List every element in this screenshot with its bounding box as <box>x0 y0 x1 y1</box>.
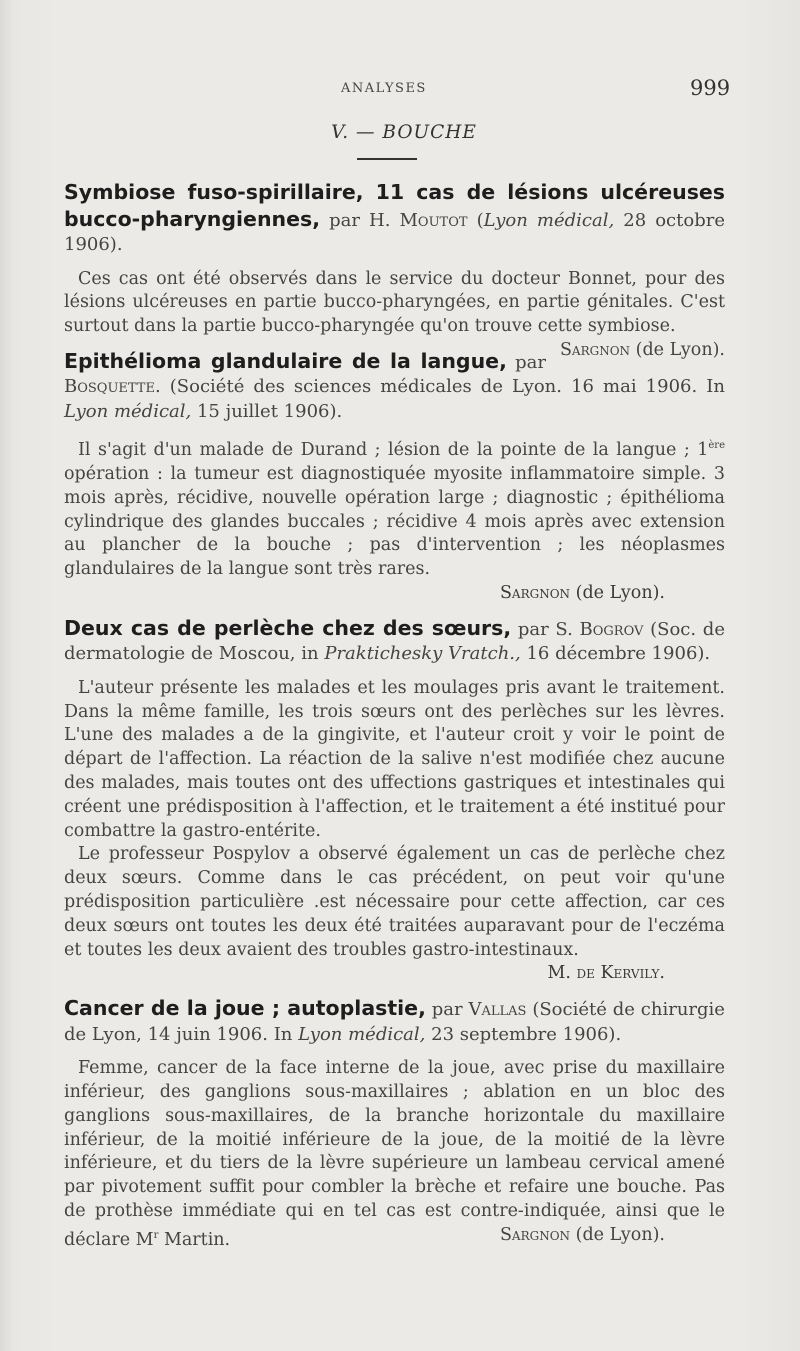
entry-source: (Soc. de dermatologie de Moscou, in <box>64 618 725 665</box>
ordinal-superscript: ère <box>708 440 725 452</box>
entry-journal: Lyon médical, <box>483 209 615 231</box>
entry-heading <box>64 996 725 1047</box>
entry-symbiose <box>64 180 725 360</box>
signature-name: Sargnon <box>499 583 571 603</box>
entry-source: (Société de chirurgie de Lyon, 14 juin 1906. In <box>64 999 725 1045</box>
entry-heading <box>64 180 725 258</box>
entry-par: par S. <box>517 618 573 640</box>
entry-author: Moutot <box>399 209 468 231</box>
entry-paragraph-text: Femme, cancer de la face interne de la joue, avec prise du maxillaire inférieur, des ganglions sous-maxillaires ; ablation en un bloc des ganglions sous-maxillaires, de la branche horizontale du maxillaire inférieur, de la moitié inférieure de la joue, de la moitié de la lèvre inférieure, et du tiers de la lèvre supérieure un lambeau cervical amené par pivotement suffit pour combler la brèche et refaire une bouche. Pas de prothèse immédiate qui en tel cas est contre-indiquée, ainsi que le déclare M <box>64 1058 725 1250</box>
entry-perleche <box>64 616 725 986</box>
section-rule <box>357 158 417 160</box>
entry-title: Epithélioma glandulaire de la langue, <box>64 348 507 373</box>
entry-journal: Praktichesky Vratch., <box>324 643 521 665</box>
title-superscript: r <box>153 1229 159 1241</box>
signature-place: (de Lyon). <box>635 339 725 360</box>
entry-paragraph-text-cont: Martin. <box>158 1229 231 1250</box>
entry-journal: Lyon médical, <box>64 400 192 422</box>
signature-name: Sargnon <box>499 1224 571 1245</box>
running-title: ANALYSES <box>341 81 427 96</box>
entry-date: 15 juillet 1906). <box>196 400 343 422</box>
signature-place: (de Lyon). <box>575 1224 665 1245</box>
article-column <box>64 180 725 1262</box>
entry-par: par <box>431 999 463 1021</box>
entry-title: Deux cas de perlèche chez des sœurs, <box>64 615 512 640</box>
entry-title: Symbiose fuso-spirillaire, 11 cas de lésions ulcéreuses bucco-pharyngiennes, <box>64 180 725 231</box>
signature-name: Sargnon <box>559 339 631 360</box>
entry-signature <box>64 962 725 986</box>
entry-paragraph <box>64 268 725 360</box>
entry-source: (Société des sciences médicales de Lyon. 16 mai 1906. In <box>169 376 725 398</box>
entry-signature <box>64 582 725 606</box>
signature-name: M. de Kervily. <box>547 963 665 984</box>
page-number: 999 <box>690 76 731 100</box>
page-header <box>0 76 800 102</box>
entry-cancer-joue <box>64 996 725 1252</box>
entry-paragraph <box>64 434 725 582</box>
entry-date: 16 décembre 1906). <box>526 643 711 665</box>
entry-author: Vallas <box>468 999 527 1021</box>
entry-open-paren: ( <box>476 209 484 231</box>
entry-paragraph <box>64 1057 725 1252</box>
entry-epithelioma <box>64 349 725 606</box>
entry-paragraph-text-cont: opération : la tumeur est diagnostiquée myosite inflammatoire simple. 3 mois après, récidive, nouvelle opération large ; diagnostic ; épithélioma cylindrique des glandes buccales ; récidive 4 mois après avec extension au plancher de la bouche ; pas d'intervention ; les néoplasmes glandulaires de la langue sont très rares. <box>64 464 725 580</box>
entry-heading <box>64 616 725 667</box>
entry-paragraph: Le professeur Pospylov a observé également un cas de perlèche chez deux sœurs. Comme dans le cas précédent, on peut voir qu'une prédisposition particulière .est nécessaire pour cette affection, car ces deux sœurs ont toutes les deux été traitées auparavant pour de l'eczéma et toutes les deux avaient des troubles gastro-intestinaux. <box>64 844 725 960</box>
entry-par: par H. <box>329 209 391 231</box>
entry-paragraph-text: Il s'agit d'un malade de Durand ; lésion de la pointe de la langue ; 1 <box>78 440 709 461</box>
entry-paragraph: L'auteur présente les malades et les moulages pris avant le traitement. Dans la même famille, les trois sœurs ont des perlèches sur les lèvres. L'une des malades a de la gingivite, et l'auteur croit y voir le point de départ de l'affection. La réaction de la salive n'est modifiée chez aucune des malades, mais toutes ont des uffections gastriques et intestinales qui créent une prédisposition à l'affection, et le traitement a été institué pour combattre la gastro-entérite. <box>64 677 725 841</box>
entry-author: Bogrov <box>579 618 644 640</box>
entry-title: Cancer de la joue ; autoplastie, <box>64 996 426 1021</box>
entry-date: 28 octobre 1906). <box>64 209 725 255</box>
entry-par: par <box>515 351 546 373</box>
entry-journal: Lyon médical, <box>298 1023 426 1045</box>
entry-signature <box>546 339 725 363</box>
entry-author: Bosquette. <box>64 376 161 398</box>
signature-place: (de Lyon). <box>575 583 665 603</box>
entry-signature <box>486 1224 665 1248</box>
entry-paragraph-text: Ces cas ont été observés dans le service du docteur Bonnet, pour des lésions ulcéreuses en partie bucco-pharyngées, en partie génitales. C'est surtout dans la partie bucco-pharyngée qu'on trouve cette symbiose. <box>64 268 725 337</box>
section-title: V. — BOUCHE <box>331 122 477 143</box>
entry-date: 23 septembre 1906). <box>431 1023 622 1045</box>
